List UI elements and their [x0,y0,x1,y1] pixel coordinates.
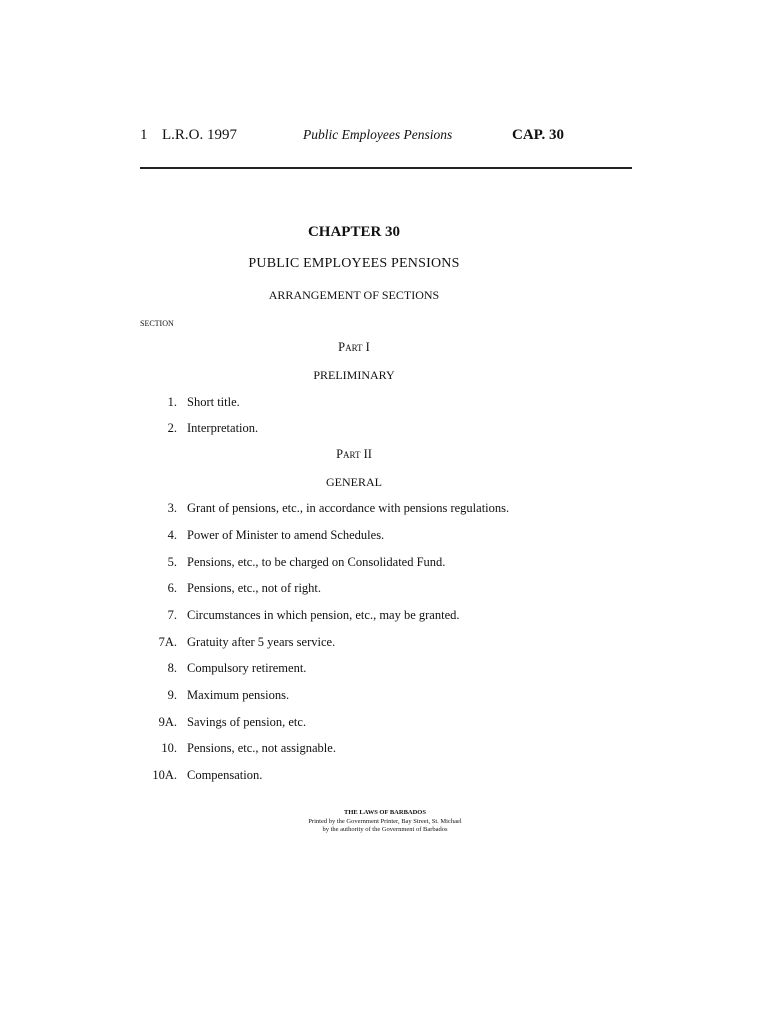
section-title: Power of Minister to amend Schedules. [187,528,385,542]
section-title: Circumstances in which pension, etc., may be granted. [187,608,460,622]
section-title: Pensions, etc., not assignable. [187,741,336,755]
section-number: 1. [167,395,177,409]
list-item [140,661,620,679]
section-title: Savings of pension, etc. [187,715,307,729]
arrangement-heading: ARRANGEMENT OF SECTIONS [268,288,440,302]
section-number: 3. [167,501,177,515]
lro-year: L.R.O. 1997 [162,127,237,143]
section-number: 5. [167,555,177,569]
section-number: 7A. [158,635,177,649]
list-item [140,635,620,653]
list-item [140,528,620,546]
header-rule [140,167,632,169]
section-column-label: SECTION [140,319,174,328]
section-number: 6. [167,581,177,595]
list-item [140,768,620,786]
list-item [140,395,620,413]
footer-authority: by the authority of the Government of Barbados [322,826,448,833]
act-title: PUBLIC EMPLOYEES PENSIONS [248,256,460,271]
list-item [140,555,620,573]
section-title: Compulsory retirement. [187,661,307,675]
list-item [140,581,620,599]
section-number: 4. [167,528,177,542]
section-number: 9A. [158,715,177,729]
section-title: Gratuity after 5 years service. [187,635,336,649]
footer-title: THE LAWS OF BARBADOS [344,809,426,816]
cap-number: CAP. 30 [512,127,564,143]
chapter-title: CHAPTER 30 [307,224,401,240]
part-label: Part II [336,447,372,461]
section-number: 7. [167,608,177,622]
section-title: Compensation. [187,768,263,782]
section-number: 8. [167,661,177,675]
list-item [140,421,620,439]
page-number: 1 [140,127,148,143]
list-item [140,715,620,733]
section-title: Grant of pensions, etc., in accordance with pensions regulations. [187,501,510,515]
section-number: 10. [161,741,177,755]
section-title: Interpretation. [187,421,259,435]
footer-printer: Printed by the Government Printer, Bay Street, St. Michael [308,817,462,825]
running-title: Public Employees Pensions [303,127,453,142]
section-title: Maximum pensions. [187,688,290,702]
list-item [140,741,620,759]
page-header [140,127,632,149]
list-item [140,688,620,706]
section-title: Pensions, etc., to be charged on Consolidated Fund. [187,555,446,569]
page-footer [140,809,630,835]
section-title: Pensions, etc., not of right. [187,581,322,595]
section-number: 10A. [152,768,177,782]
list-item [140,608,620,626]
list-item [140,501,620,519]
section-number: 9. [167,688,177,702]
part-label: Part I [338,340,370,354]
section-title: Short title. [187,395,240,409]
section-number: 2. [167,421,177,435]
part-heading: GENERAL [326,475,382,489]
part-heading: PRELIMINARY [313,368,395,382]
